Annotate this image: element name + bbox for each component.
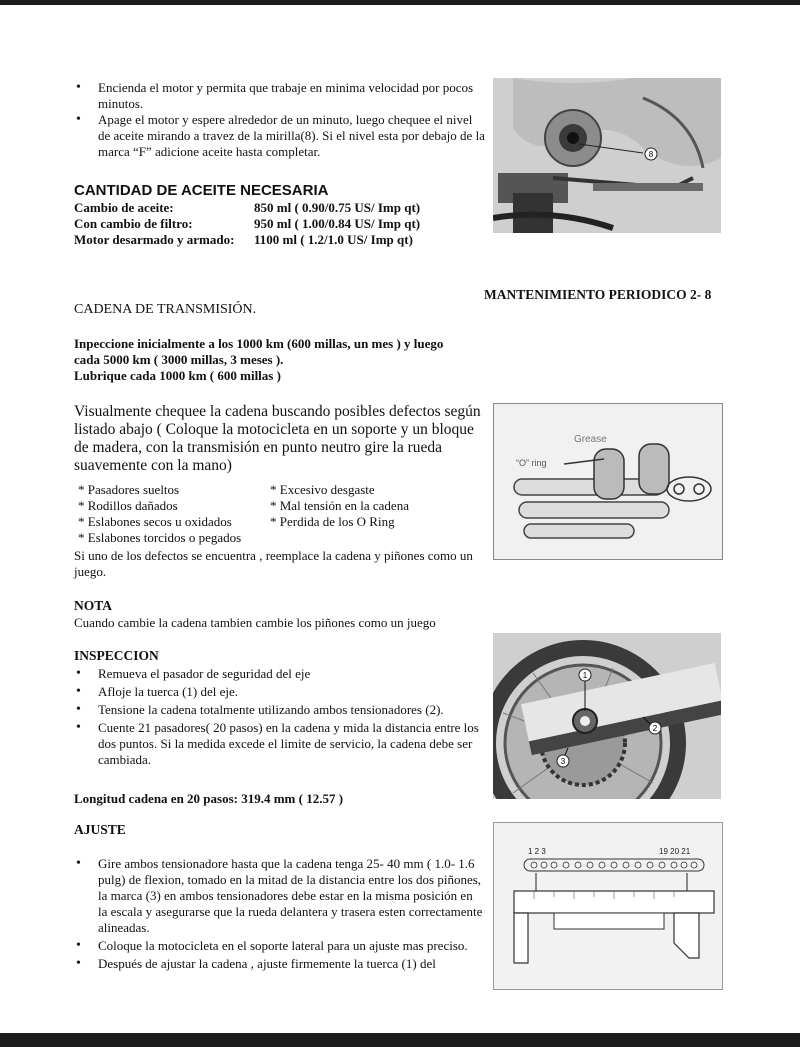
top-border (0, 0, 800, 5)
left-pin-numbers: 1 2 3 (528, 847, 546, 856)
list-item: • Afloje la tuerca (1) del eje. (74, 684, 489, 700)
inspeccion-steps (74, 666, 489, 768)
oring-label: “O” ring (516, 458, 547, 468)
row-label: Cambio de aceite: (74, 200, 174, 215)
list-item: • Después de ajustar la cadena , ajuste firmemente la tuerca (1) del (74, 956, 484, 972)
rear-wheel-figure (493, 633, 721, 799)
list-item: • Tensione la cadena totalmente utilizando ambos tensionadores (2). (74, 702, 489, 718)
row-value: 850 ml ( 0.90/0.75 US/ Imp qt) (254, 200, 421, 215)
list-item: • Encienda el motor y permita que trabaje en minima velocidad por pocos minutos. (74, 80, 486, 112)
chain-intro (74, 336, 494, 384)
callout-1: 1 (582, 671, 588, 680)
row-label: Motor desarmado y armado: (74, 232, 235, 247)
list-item: * Pasadores sueltos (78, 482, 180, 497)
list-item: • Remueva el pasador de seguridad del eje (74, 666, 489, 682)
list-item: • Gire ambos tensionadore hasta que la cadena tenga 25- 40 mm ( 1.0- 1.6 pulg) de flexion, tomado en la mitad de la distancia entre los dos piñones, la marca (3) en ambos tensionadores debe estar en la misma posición en la escala y asegurarse que la rueda delantera y trasera esten correctamente alineadas. (74, 856, 484, 936)
oil-quantity-heading: CANTIDAD DE ACEITE NECESARIA (74, 182, 329, 199)
row-label: Con cambio de filtro: (74, 216, 193, 231)
defects-left-list (78, 482, 268, 546)
chain-length-spec: Longitud cadena en 20 pasos: 319.4 mm ( 12.57 ) (74, 791, 344, 806)
list-item: • Apage el motor y espere alrededor de un minuto, luego chequee el nivel de aceite mirando a travez de la mirilla(8). Si el nivel esta por debajo de la marca “F” adicione aceite hasta completar. (74, 112, 486, 160)
list-item: * Excesivo desgaste (270, 482, 375, 497)
replace-text: Si uno de los defectos se encuentra , reemplace la cadena y piñones como un juego. (74, 548, 473, 579)
chain-links-figure (493, 403, 723, 560)
list-item: * Mal tensión en la cadena (270, 498, 409, 513)
oil-check-steps (74, 80, 486, 160)
bottom-border (0, 1033, 800, 1047)
intro-line: cada 5000 km ( 3000 millas, 3 meses ). (74, 352, 284, 367)
list-item: * Perdida de los O Ring (270, 514, 395, 529)
table-row (74, 232, 474, 248)
grease-label: Grease (574, 434, 607, 445)
callout-8: 8 (648, 150, 654, 159)
intro-line: Inpeccione inicialmente a los 1000 km (600 millas, un mes ) y luego (74, 336, 444, 351)
right-pin-numbers: 19 20 21 (659, 847, 691, 856)
list-item: * Eslabones torcidos o pegados (78, 530, 242, 545)
table-row (74, 200, 474, 216)
list-item: • Coloque la motocicleta en el soporte lateral para un ajuste mas preciso. (74, 938, 484, 954)
list-item: * Eslabones secos u oxidados (78, 514, 232, 529)
nota-heading: NOTA (74, 598, 113, 613)
nota-text: Cuando cambie la cadena tambien cambie los piñones como un juego (74, 615, 436, 630)
engine-oil-window-figure (493, 78, 721, 233)
ajuste-steps (74, 856, 484, 972)
inspeccion-heading: INSPECCION (74, 648, 159, 663)
visual-check-text: Visualmente chequee la cadena buscando posibles defectos según listado abajo ( Coloque la motocicleta en un soporte y un bloque de madera, con la transmisión en punto neutro gire la rueda suavemente con la mano) (74, 403, 481, 474)
row-value: 1100 ml ( 1.2/1.0 US/ Imp qt) (254, 232, 413, 247)
ajuste-heading: AJUSTE (74, 822, 126, 837)
callout-2: 2 (652, 724, 658, 733)
list-item: * Rodillos dañados (78, 498, 178, 513)
defects-right-list (270, 482, 480, 530)
list-item: • Cuente 21 pasadores( 20 pasos) en la cadena y mida la distancia entre los dos puntos. Si la medida excede el limite de servicio, la cadena debe ser cambiada. (74, 720, 489, 768)
chain-heading: CADENA DE TRANSMISIÓN. (74, 302, 257, 317)
callout-3: 3 (560, 757, 566, 766)
table-row (74, 216, 474, 232)
chain-measure-figure (493, 822, 723, 990)
page-header: MANTENIMIENTO PERIODICO 2- 8 (484, 287, 712, 302)
intro-line: Lubrique cada 1000 km ( 600 millas ) (74, 368, 281, 383)
oil-quantity-table (74, 200, 474, 248)
row-value: 950 ml ( 1.00/0.84 US/ Imp qt) (254, 216, 421, 231)
